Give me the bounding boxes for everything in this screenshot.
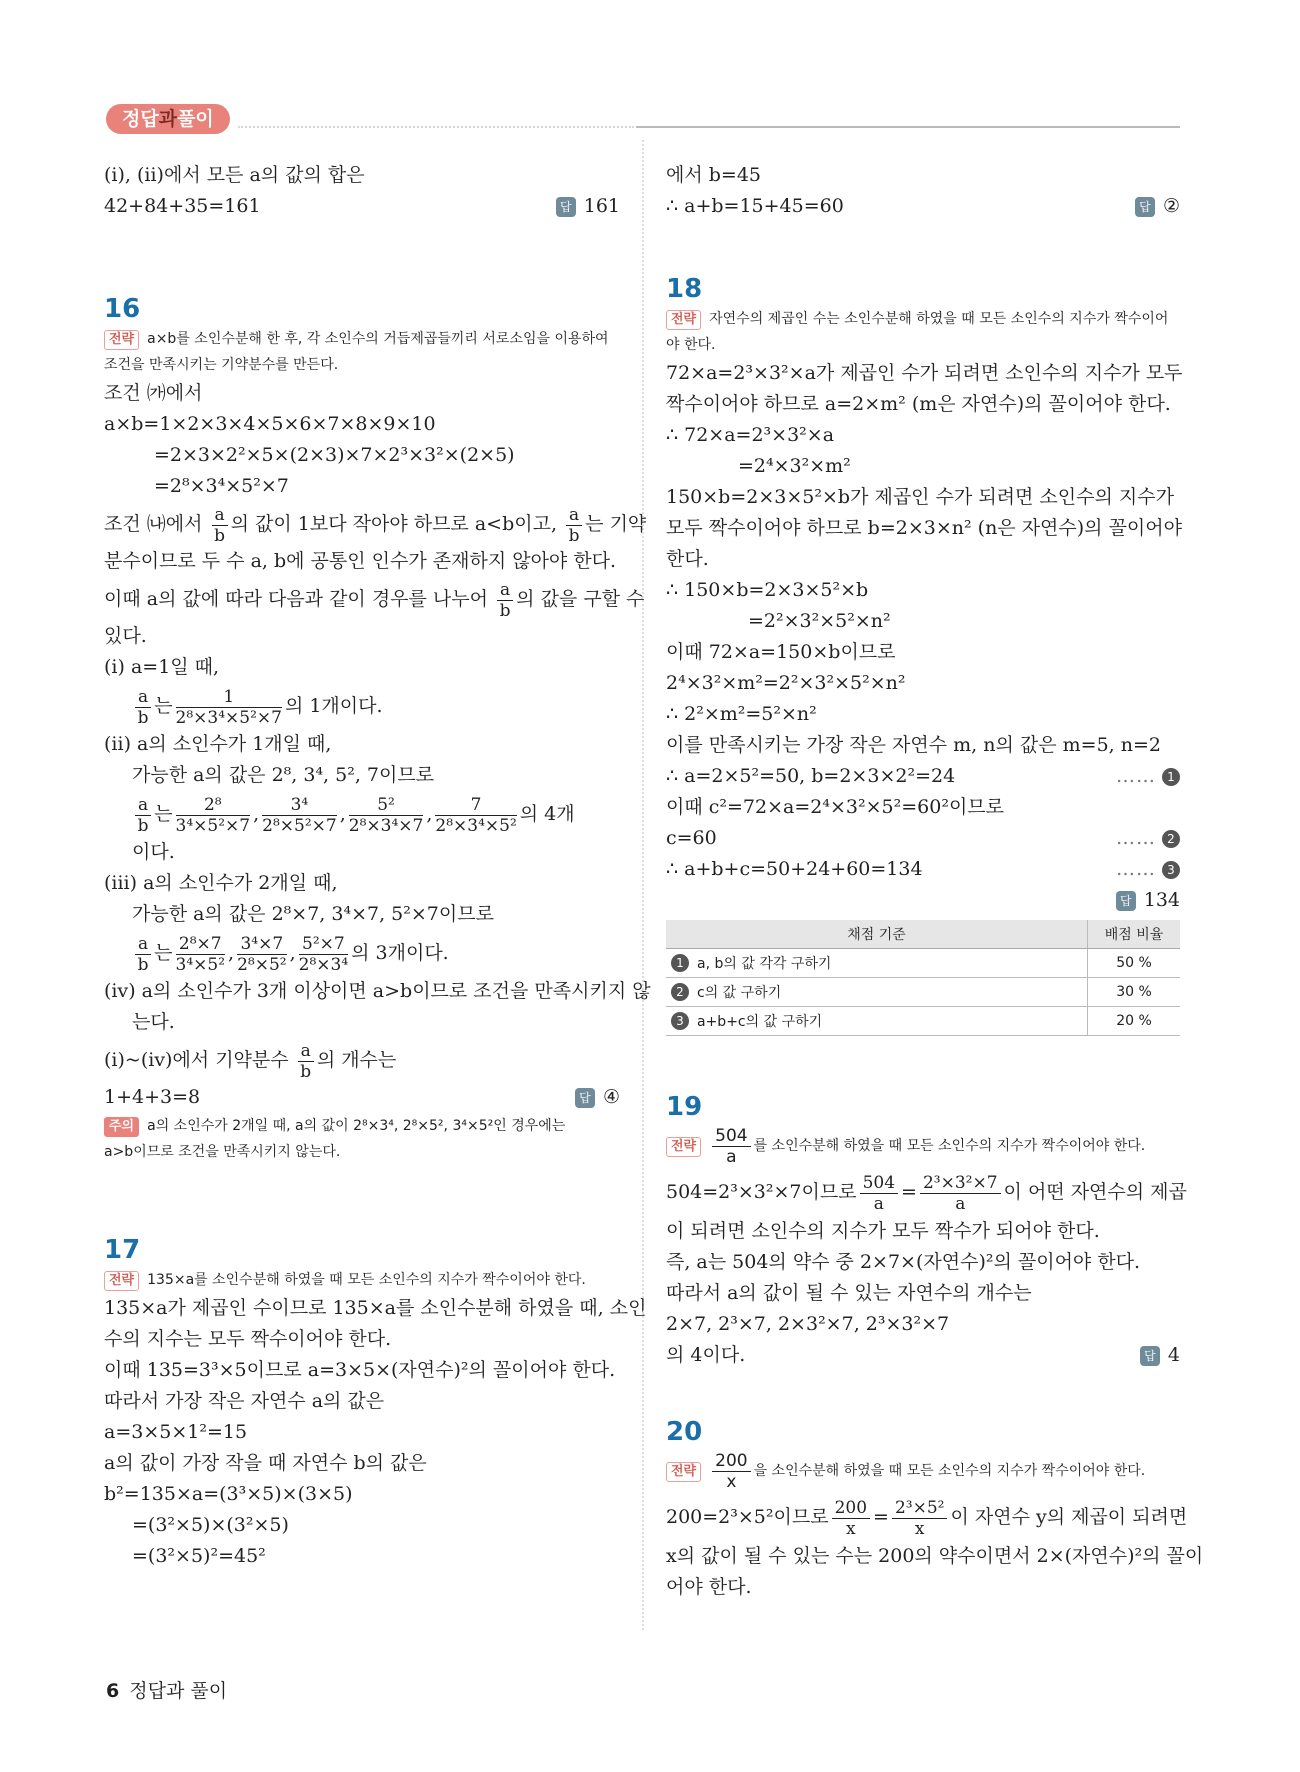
problem-number: 18 [666,274,703,304]
answer-line: 의 4이다. 답 4 [666,1344,1180,1366]
equation: a×b=1×2×3×4×5×6×7×8×9×10 [104,413,436,435]
problem-number: 20 [666,1417,703,1447]
text-line: 가능한 a의 값은 2⁸×7, 3⁴×7, 5²×7이므로 [132,903,494,925]
equation: =2⁴×3²×m² [738,455,851,477]
text-line: 이때 a의 값에 따라 다음과 같이 경우를 나누어 $\frac{a}{b}$ 의 값을 구할 수 [104,579,645,621]
table-row: 3 a+b+c의 값 구하기 20 % [666,1007,1180,1036]
text-line: 에서 b=45 [666,164,762,186]
step-marker: 3 [1162,861,1180,879]
text-line: 조건 ㈎에서 [104,382,203,404]
table-header: 배점 비율 [1088,920,1181,949]
equation: ∴ 72×a=2³×3²×a [666,424,835,446]
equation: =2×3×2²×5×(2×3)×7×2³×3²×(2×5) [154,444,515,466]
strategy-note: 조건을 만족시키는 기약분수를 만든다. [104,357,339,373]
answer-line: 42+84+35=161 답 161 [104,195,620,217]
text-line: 135×a가 제곱인 수이므로 135×a를 소인수분해 하였을 때, 소인 [104,1297,647,1319]
text-line: 200=2³×5²이므로 $\frac{200}{x}$ = $\frac{\text{2³×5²}}{x}$ 이 자연수 y의 제곱이 되려면 [666,1497,1188,1539]
text-line: 모두 짝수이어야 하므로 b=2×3×n² (n은 자연수)의 꼴이어야 [666,517,1182,539]
text-line: 이때 72×a=150×b이므로 [666,641,896,663]
caution-note: a>b이므로 조건을 만족시키지 않는다. [104,1144,341,1160]
case-heading: (ⅰ) a=1일 때, [104,656,220,678]
text-line: 이때 135=3³×5이므로 a=3×5×(자연수)²의 꼴이어야 한다. [104,1359,616,1381]
strategy-note: 전략 자연수의 제곱인 수는 소인수분해 하였을 때 모든 소인수의 지수가 짝수이어 [666,306,1180,332]
text-line: (ⅰ)~(ⅳ)에서 기약분수 $\frac{a}{b}$ 의 개수는 [104,1040,397,1082]
equation: 2⁴×3²×m²=2²×3²×5²×n² [666,672,906,694]
text-line: 한다. [666,548,709,570]
equation: =2²×3²×5²×n² [748,610,891,632]
column-divider [642,140,644,1630]
table-header: 채점 기준 [666,920,1088,949]
fraction-line: $\frac{a}{b}$ 는 $\frac{\text{2⁸×7}}{\text{3⁴×5²}}$ , $\frac{\text{3⁴×7}}{\text{2⁸×5²}}$ , $\frac{\text{5²×7}}{\text{2⁸×3⁴}}$ 의 3개이다. [104,930,620,976]
header-dotted-rule [238,126,634,128]
problem-number: 17 [104,1235,141,1265]
left-column [104,160,651,1572]
answer-icon: 답 [556,197,576,217]
strategy-note: 전략 $\frac{200}{x}$ 을 소인수분해 하였을 때 모든 소인수의 지수가 짝수이어야 한다. [666,1449,1180,1493]
page-number: 6 [106,1680,120,1702]
answer-icon: 답 [1135,197,1155,217]
text-line: 이를 만족시키는 가장 작은 자연수 m, n의 값은 m=5, n=2 [666,734,1161,756]
answer-line: 답 134 [666,885,1180,916]
text-line: 조건 ㈏에서 $\frac{a}{b}$ 의 값이 1보다 작아야 하므로 a<b이고, $\frac{a}{b}$ 는 기약 [104,504,647,546]
answer-line: 1+4+3=8 답 ④ [104,1086,620,1108]
fraction-line: $\frac{a}{b}$ 는 $\frac{\text{2⁸}}{\text{3⁴×5²×7}}$ , $\frac{\text{3⁴}}{\text{2⁸×5²×7}}$ , $\frac{\text{5²}}{\text{2⁸×3⁴×7}}$ , $\frac{7}{\text{2⁸×3⁴×5²}}$ 의 4개 [104,791,620,837]
page-footer [106,1676,227,1703]
strategy-note: 전략 a×b를 소인수분해 한 후, 각 소인수의 거듭제곱들끼리 서로소임을 이용하여 [104,326,620,352]
table-row: 1 a, b의 값 각각 구하기 50 % [666,949,1180,978]
equation: ∴ a+b+c=50+24+60=134 …… 3 [666,854,1180,885]
equation: 이때 c²=72×a=2⁴×3²×5²=60²이므로 [666,796,1005,818]
answer-line: ∴ a+b=15+45=60 답 ② [666,195,1180,217]
text-line: 즉, a는 504의 약수 중 2×7×(자연수)²의 꼴이어야 한다. [666,1251,1141,1273]
strategy-note: 전략 $\frac{504}{a}$ 를 소인수분해 하였을 때 모든 소인수의 지수가 짝수이어야 한다. [666,1124,1180,1168]
text-line: 이다. [132,841,175,863]
step-marker: 1 [1162,768,1180,786]
text-line: 72×a=2³×3²×a가 제곱인 수가 되려면 소인수의 지수가 모두 [666,362,1183,384]
equation: ∴ 150×b=2×3×5²×b [666,579,869,601]
answer-icon: 답 [1140,1346,1160,1366]
fraction-line: $\frac{a}{b}$ 는 $\frac{1}{\text{2⁸×3⁴×5²×7}}$ 의 1개이다. [104,683,620,729]
equation: =(3²×5)×(3²×5) [132,1514,289,1536]
text-line: a의 값이 가장 작을 때 자연수 b의 값은 [104,1452,427,1474]
equation: b²=135×a=(3³×5)×(3×5) [104,1483,353,1505]
right-column [666,160,1204,1603]
equation: a=3×5×1²=15 [104,1421,248,1443]
problem-number: 16 [104,294,141,324]
problem-number: 19 [666,1092,703,1122]
equation: ∴ 2²×m²=5²×n² [666,703,817,725]
footer-label: 정답과 풀이 [129,1680,228,1702]
text-line: 는다. [132,1011,175,1033]
caution-note: 주의 a의 소인수가 2개일 때, a의 값이 2⁸×3⁴, 2⁸×5², 3⁴×5²인 경우에는 [104,1113,620,1139]
header-title: 정답과풀이 [106,104,230,134]
grading-table [666,920,1180,1036]
equation: =2⁸×3⁴×5²×7 [154,475,289,497]
case-heading: (ⅲ) a의 소인수가 2개일 때, [104,872,338,894]
text-line: x의 값이 될 수 있는 수는 200의 약수이면서 2×(자연수)²의 꼴이 [666,1545,1204,1567]
case-heading: (ⅱ) a의 소인수가 1개일 때, [104,733,332,755]
text-line: 504=2³×3²×7이므로 $\frac{504}{a}$ = $\frac{\text{2³×3²×7}}{a}$ 이 어떤 자연수의 제곱 [666,1172,1187,1214]
strategy-note: 야 한다. [666,337,716,353]
text-line: 분수이므로 두 수 a, b에 공통인 인수가 존재하지 않아야 한다. [104,550,617,572]
step-marker: 2 [1162,830,1180,848]
text-line: 따라서 가장 작은 자연수 a의 값은 [104,1390,385,1412]
equation: 2×7, 2³×7, 2×3²×7, 2³×3²×7 [666,1313,950,1335]
text-line: 이 되려면 소인수의 지수가 모두 짝수가 되어야 한다. [666,1220,1100,1242]
text-line: 150×b=2×3×5²×b가 제곱인 수가 되려면 소인수의 지수가 [666,486,1174,508]
text-line: 있다. [104,625,147,647]
text-line: (ⅰ), (ⅱ)에서 모든 a의 값의 합은 [104,164,365,186]
table-row: 2 c의 값 구하기 30 % [666,978,1180,1007]
text-line: 가능한 a의 값은 2⁸, 3⁴, 5², 7이므로 [132,764,435,786]
equation: c=60 …… 2 [666,823,1180,854]
header-rule [636,126,1180,128]
text-line: 어야 한다. [666,1576,752,1598]
answer-icon: 답 [575,1088,595,1108]
equation: =(3²×5)²=45² [132,1545,266,1567]
equation: ∴ a=2×5²=50, b=2×3×2²=24 …… 1 [666,761,1180,792]
strategy-note: 전략 135×a를 소인수분해 하였을 때 모든 소인수의 지수가 짝수이어야 한다. [104,1267,620,1293]
answer-icon: 답 [1116,891,1136,911]
case-heading: (ⅳ) a의 소인수가 3개 이상이면 a>b이므로 조건을 만족시키지 않 [104,980,651,1002]
text-line: 수의 지수는 모두 짝수이어야 한다. [104,1328,392,1350]
text-line: 짝수이어야 하므로 a=2×m² (m은 자연수)의 꼴이어야 한다. [666,393,1171,415]
text-line: 따라서 a의 값이 될 수 있는 자연수의 개수는 [666,1282,1032,1304]
